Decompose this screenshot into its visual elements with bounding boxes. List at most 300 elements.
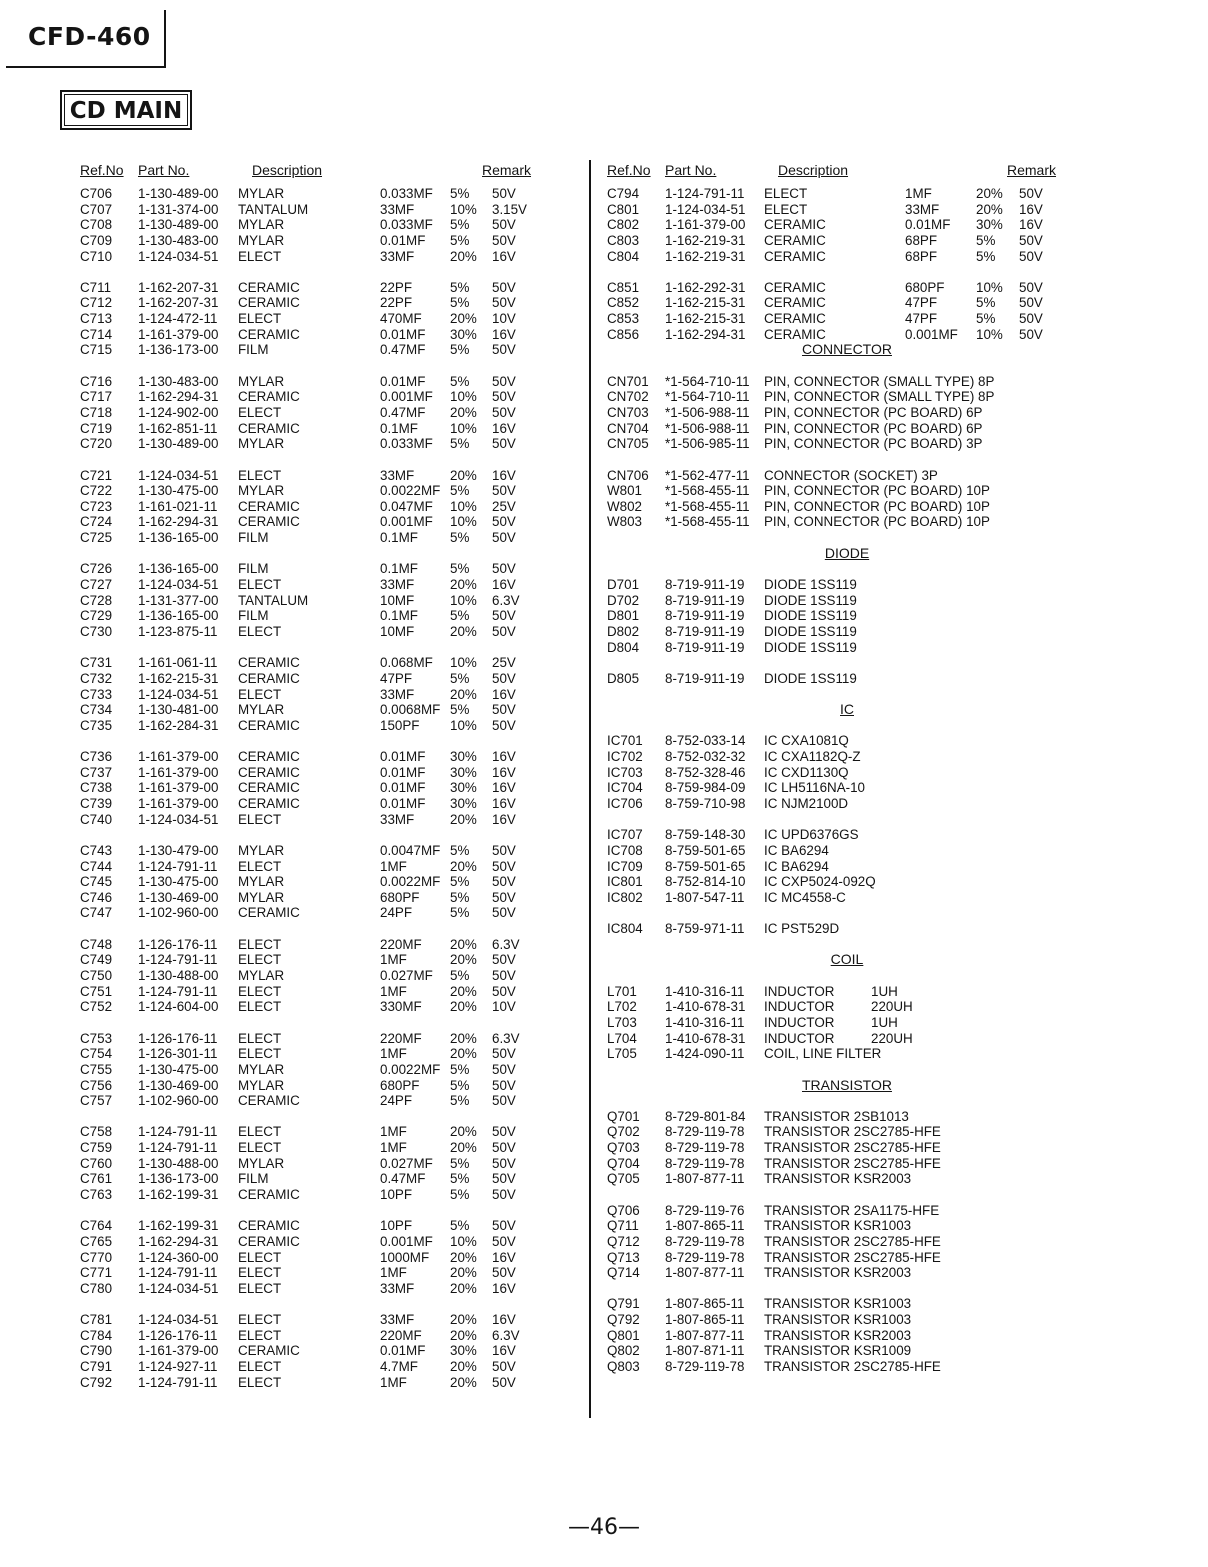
table-row (607, 1312, 1087, 1328)
part-no: 1-130-475-00 (138, 483, 219, 499)
tolerance: 20% (450, 577, 477, 593)
table-row (607, 436, 1087, 452)
value: 1MF (380, 983, 407, 999)
voltage: 50V (492, 186, 516, 201)
tolerance: 20% (450, 1249, 477, 1265)
value: 10MF (380, 592, 415, 608)
value: 1MF (380, 1046, 407, 1062)
header-divider-horizontal (6, 66, 166, 68)
value: 220MF (380, 1327, 422, 1343)
table-row (80, 1328, 560, 1344)
ref-no: C764 (80, 1218, 113, 1234)
ref-no: C852 (607, 295, 640, 311)
voltage: 16V (492, 764, 516, 780)
part-no: 1-124-034-51 (138, 686, 219, 702)
table-row (80, 1281, 560, 1297)
voltage: 50V (1019, 279, 1043, 295)
tolerance: 20% (450, 1374, 477, 1390)
description: ELECT (238, 858, 282, 874)
header-divider-vertical (164, 10, 166, 68)
tolerance: 10% (450, 420, 477, 436)
tolerance: 20% (976, 186, 1003, 201)
ref-no: Q705 (607, 1171, 640, 1187)
ref-no: Q706 (607, 1202, 640, 1218)
description: CERAMIC (764, 248, 826, 264)
voltage: 50V (492, 295, 516, 311)
part-no: 1-162-294-31 (138, 514, 219, 530)
tolerance: 5% (976, 295, 996, 311)
tolerance: 20% (450, 1046, 477, 1062)
header-description: Description (778, 162, 849, 178)
description: MYLAR (238, 186, 285, 201)
ref-no: C853 (607, 311, 640, 327)
table-row (607, 671, 1087, 687)
table-row (80, 1265, 560, 1281)
tolerance: 5% (450, 889, 470, 905)
ref-no: D802 (607, 623, 640, 639)
description: TRANSISTOR 2SB1013 (764, 1108, 909, 1124)
voltage: 6.3V (492, 1030, 520, 1046)
part-no: 1-162-284-31 (138, 717, 219, 733)
header-remark: Remark (482, 162, 532, 178)
table-row (607, 1140, 1087, 1156)
description: CERAMIC (238, 780, 300, 796)
part-no: 1-161-379-00 (138, 326, 219, 342)
ref-no: CN704 (607, 420, 649, 436)
value: 33MF (380, 467, 415, 483)
ref-no: C770 (80, 1249, 113, 1265)
table-row (80, 593, 560, 609)
value: 0.001MF (380, 514, 433, 530)
ref-no: Q704 (607, 1155, 640, 1171)
part-no: 1-136-165-00 (138, 530, 219, 546)
table-row (80, 624, 560, 640)
ref-no: C756 (80, 1077, 113, 1093)
ref-no: IC701 (607, 733, 643, 749)
table-row (607, 1171, 1087, 1187)
voltage: 50V (1019, 295, 1043, 311)
description: MYLAR (238, 1155, 285, 1171)
group-spacer (607, 687, 1087, 703)
value: 33MF (380, 1312, 415, 1328)
description: IC BA6294 (764, 858, 829, 874)
part-no: 8-752-328-46 (665, 764, 746, 780)
description: CONNECTOR (SOCKET) 3P (764, 467, 938, 483)
table-row (80, 405, 560, 421)
table-row (80, 389, 560, 405)
description: PIN, CONNECTOR (SMALL TYPE) 8P (764, 373, 995, 389)
table-row (607, 890, 1087, 906)
part-no: 1-130-483-00 (138, 232, 219, 248)
part-no: *1-568-455-11 (665, 498, 750, 514)
ref-no: C801 (607, 201, 640, 217)
ref-no: C725 (80, 530, 113, 546)
description: ELECT (238, 577, 282, 593)
part-no: 1-410-678-31 (665, 999, 746, 1015)
part-no: 1-162-219-31 (665, 232, 746, 248)
table-row (80, 249, 560, 265)
value: 1MF (380, 952, 407, 968)
tolerance: 20% (450, 1124, 477, 1140)
part-no: 8-729-119-78 (665, 1359, 745, 1375)
group-spacer (80, 733, 560, 749)
voltage: 6.3V (492, 592, 520, 608)
table-row (607, 1203, 1087, 1219)
group-spacer (607, 1093, 1087, 1109)
part-no: 1-807-871-11 (665, 1343, 745, 1359)
table-row (80, 718, 560, 734)
table-row (80, 1343, 560, 1359)
tolerance: 20% (450, 1030, 477, 1046)
value: 0.47MF (380, 1171, 426, 1187)
part-no: 1-124-791-11 (138, 1140, 218, 1156)
table-row (607, 1156, 1087, 1172)
ref-no: C755 (80, 1061, 113, 1077)
part-no: 1-130-488-00 (138, 968, 219, 984)
part-no: *1-564-710-11 (665, 389, 750, 405)
ref-no: C707 (80, 201, 113, 217)
group-spacer (80, 1109, 560, 1125)
table-row (607, 1124, 1087, 1140)
value: 0.01MF (380, 780, 426, 796)
part-no: 1-162-207-31 (138, 295, 219, 311)
part-no: 1-161-379-00 (138, 749, 219, 765)
table-row (80, 233, 560, 249)
value: 1MF (380, 858, 407, 874)
part-no: 1-136-173-00 (138, 1171, 219, 1187)
tolerance: 5% (450, 217, 470, 233)
description: DIODE 1SS119 (764, 670, 857, 686)
value: 33MF (380, 577, 415, 593)
tolerance: 20% (450, 983, 477, 999)
tolerance: 5% (450, 874, 470, 890)
value: 33MF (380, 248, 415, 264)
ref-no: C758 (80, 1124, 113, 1140)
part-no: 1-124-034-51 (138, 467, 219, 483)
table-row (80, 749, 560, 765)
part-no: 1-410-678-31 (665, 1030, 746, 1046)
group-spacer (607, 1062, 1087, 1078)
part-no: 1-124-791-11 (138, 952, 218, 968)
value: 47PF (905, 295, 938, 311)
ref-no: CN701 (607, 373, 649, 389)
table-header-right (607, 160, 1087, 186)
tolerance: 10% (450, 655, 477, 671)
ref-no: Q801 (607, 1327, 640, 1343)
tolerance: 5% (976, 232, 996, 248)
voltage: 50V (492, 1374, 516, 1390)
description: TRANSISTOR KSR1003 (764, 1296, 912, 1312)
part-no: 1-162-292-31 (665, 279, 746, 295)
ref-no: C749 (80, 952, 113, 968)
group-spacer (607, 905, 1087, 921)
ref-no: IC804 (607, 921, 643, 937)
voltage: 50V (492, 561, 516, 577)
description: IC MC4558-C (764, 889, 846, 905)
part-no: 1-162-294-31 (138, 389, 219, 405)
voltage: 50V (1019, 186, 1043, 201)
ref-no: C790 (80, 1343, 113, 1359)
ref-no: IC801 (607, 874, 643, 890)
ref-no: IC709 (607, 858, 643, 874)
table-row (607, 1031, 1087, 1047)
table-row (607, 499, 1087, 515)
part-no: 1-807-877-11 (665, 1327, 745, 1343)
ref-no: C727 (80, 577, 113, 593)
ref-no: CN703 (607, 404, 649, 420)
description: MYLAR (238, 232, 285, 248)
description: DIODE 1SS119 (764, 608, 857, 624)
description: MYLAR (238, 968, 285, 984)
table-row (80, 1031, 560, 1047)
tolerance: 20% (450, 311, 477, 327)
voltage: 25V (492, 655, 516, 671)
voltage: 50V (1019, 248, 1043, 264)
ref-no: Q714 (607, 1265, 640, 1281)
value: 22PF (380, 279, 413, 295)
tolerance: 5% (976, 311, 996, 327)
header-ref-no: Ref.No (607, 162, 651, 178)
value: 0.47MF (380, 342, 426, 358)
part-no: *1-506-985-11 (665, 436, 750, 452)
table-row (80, 1124, 560, 1140)
table-row (607, 1234, 1087, 1250)
ref-no: IC704 (607, 780, 643, 796)
group-spacer (607, 452, 1087, 468)
description: MYLAR (238, 1061, 285, 1077)
ref-no: C719 (80, 420, 113, 436)
category-label: DIODE (824, 544, 870, 561)
voltage: 16V (492, 248, 516, 264)
ref-no: L701 (607, 983, 637, 999)
description: IC PST529D (764, 921, 840, 937)
ref-no: C791 (80, 1359, 113, 1375)
table-row (607, 202, 1087, 218)
description: FILM (238, 530, 269, 546)
group-spacer (80, 827, 560, 843)
description: ELECT (238, 1046, 282, 1062)
value: 0.1MF (380, 420, 418, 436)
table-row (607, 608, 1087, 624)
ref-no: C709 (80, 232, 113, 248)
table-row (607, 1109, 1087, 1125)
category-heading (607, 952, 1087, 968)
part-no: 1-161-379-00 (665, 217, 746, 233)
part-no: 1-807-547-11 (665, 889, 745, 905)
table-row (80, 765, 560, 781)
part-no: 1-161-379-00 (138, 780, 219, 796)
voltage: 50V (492, 952, 516, 968)
description: DIODE 1SS119 (764, 577, 857, 593)
tolerance: 30% (450, 795, 477, 811)
value: 0.0022MF (380, 483, 441, 499)
value: 0.01MF (380, 373, 426, 389)
voltage: 50V (492, 1233, 516, 1249)
value: 1MF (380, 1374, 407, 1390)
part-no: 1-124-902-00 (138, 404, 219, 420)
value: 0.033MF (380, 186, 433, 201)
value: 0.0047MF (380, 842, 441, 858)
part-no: 1-130-469-00 (138, 1077, 219, 1093)
ref-no: C710 (80, 248, 113, 264)
part-no: 8-719-911-19 (665, 623, 745, 639)
voltage: 50V (492, 1187, 516, 1202)
value: 0.001MF (380, 1233, 433, 1249)
tolerance: 20% (976, 201, 1003, 217)
description: CERAMIC (238, 717, 300, 733)
part-no: 1-124-927-11 (138, 1359, 218, 1375)
part-no: 8-719-911-19 (665, 670, 745, 686)
description: ELECT (238, 467, 282, 483)
ref-no: C708 (80, 217, 113, 233)
table-row (607, 780, 1087, 796)
part-no: 8-719-911-19 (665, 639, 745, 655)
part-no: 8-729-119-78 (665, 1233, 745, 1249)
part-no: 8-759-501-65 (665, 858, 746, 874)
table-row (607, 405, 1087, 421)
description: IC CXA1182Q-Z (764, 749, 861, 765)
value: 22PF (380, 295, 413, 311)
description: CERAMIC (764, 326, 826, 342)
description: DIODE 1SS119 (764, 592, 857, 608)
description: TRANSISTOR KSR2003 (764, 1171, 912, 1187)
part-no: 1-162-207-31 (138, 279, 219, 295)
voltage: 50V (492, 342, 516, 358)
description: ELECT (238, 1030, 282, 1046)
ref-no: C802 (607, 217, 640, 233)
part-no: 8-752-033-14 (665, 733, 746, 749)
group-spacer (80, 1203, 560, 1219)
table-row (607, 640, 1087, 656)
ref-no: IC802 (607, 889, 643, 905)
description: CERAMIC (238, 795, 300, 811)
description: TANTALUM (238, 592, 309, 608)
table-row (607, 1343, 1087, 1359)
table-row (607, 733, 1087, 749)
table-row (607, 186, 1087, 202)
table-row (80, 702, 560, 718)
value: 1UH (871, 983, 898, 999)
description: TRANSISTOR 2SC2785-HFE (764, 1155, 941, 1171)
table-row (607, 1328, 1087, 1344)
table-row (80, 1171, 560, 1187)
table-row (80, 655, 560, 671)
table-row (607, 984, 1087, 1000)
description: PIN, CONNECTOR (PC BOARD) 10P (764, 514, 990, 530)
table-row (607, 624, 1087, 640)
tolerance: 5% (450, 670, 470, 686)
ref-no: C780 (80, 1280, 113, 1296)
description: MYLAR (238, 436, 285, 452)
tolerance: 20% (450, 1327, 477, 1343)
table-row (607, 295, 1087, 311)
value: 0.01MF (380, 795, 426, 811)
ref-no: C735 (80, 717, 113, 733)
description: PIN, CONNECTOR (PC BOARD) 6P (764, 404, 983, 420)
description: COIL, LINE FILTER (764, 1046, 882, 1062)
table-row (607, 999, 1087, 1015)
part-no: *1-506-988-11 (665, 404, 750, 420)
category-heading (607, 702, 1087, 718)
part-no: 1-161-021-11 (138, 498, 218, 514)
description: ELECT (764, 186, 808, 201)
value: 0.033MF (380, 217, 433, 233)
table-row (607, 311, 1087, 327)
part-no: 1-161-061-11 (138, 655, 218, 671)
voltage: 16V (492, 780, 516, 796)
table-row (607, 1265, 1087, 1281)
part-no: 1-162-199-31 (138, 1218, 219, 1234)
voltage: 50V (492, 373, 516, 389)
group-spacer (80, 1015, 560, 1031)
table-row (607, 327, 1087, 343)
ref-no: C718 (80, 404, 113, 420)
value: 33MF (905, 201, 940, 217)
voltage: 50V (492, 1077, 516, 1093)
table-row (80, 905, 560, 921)
tolerance: 5% (450, 295, 470, 311)
part-no: 1-124-034-51 (665, 201, 746, 217)
table-row (80, 608, 560, 624)
ref-no: C746 (80, 889, 113, 905)
ref-no: C724 (80, 514, 113, 530)
voltage: 6.3V (492, 1327, 520, 1343)
tolerance: 30% (450, 749, 477, 765)
tolerance: 20% (450, 686, 477, 702)
description: TRANSISTOR KSR2003 (764, 1265, 912, 1281)
description: INDUCTOR (764, 1014, 835, 1030)
table-row (607, 374, 1087, 390)
tolerance: 10% (450, 514, 477, 530)
table-row (607, 1218, 1087, 1234)
part-no: 1-136-173-00 (138, 342, 219, 358)
part-no: 8-759-971-11 (665, 921, 745, 937)
ref-no: C736 (80, 749, 113, 765)
tolerance: 5% (450, 279, 470, 295)
description: MYLAR (238, 842, 285, 858)
part-no: 8-759-984-09 (665, 780, 746, 796)
table-row (607, 483, 1087, 499)
tolerance: 5% (450, 1218, 470, 1234)
description: ELECT (238, 983, 282, 999)
tolerance: 5% (450, 232, 470, 248)
voltage: 50V (1019, 232, 1043, 248)
value: 0.047MF (380, 498, 433, 514)
table-row (80, 295, 560, 311)
ref-no: C757 (80, 1093, 113, 1109)
description: CERAMIC (238, 1187, 300, 1202)
table-row (80, 874, 560, 890)
ref-no: C721 (80, 467, 113, 483)
table-row (80, 217, 560, 233)
part-no: 1-130-489-00 (138, 186, 219, 201)
header-ref-no: Ref.No (80, 162, 124, 178)
description: ELECT (238, 311, 282, 327)
table-row (80, 186, 560, 202)
voltage: 16V (492, 1280, 516, 1296)
ref-no: C731 (80, 655, 113, 671)
group-spacer (607, 561, 1087, 577)
description: CERAMIC (764, 295, 826, 311)
header-part-no: Part No. (138, 162, 190, 178)
value: 47PF (380, 670, 413, 686)
description: IC LH5116NA-10 (764, 780, 865, 796)
part-no: 1-130-475-00 (138, 1061, 219, 1077)
voltage: 50V (492, 232, 516, 248)
description: PIN, CONNECTOR (PC BOARD) 10P (764, 483, 990, 499)
parts-list-right (607, 186, 1087, 1375)
voltage: 50V (492, 670, 516, 686)
